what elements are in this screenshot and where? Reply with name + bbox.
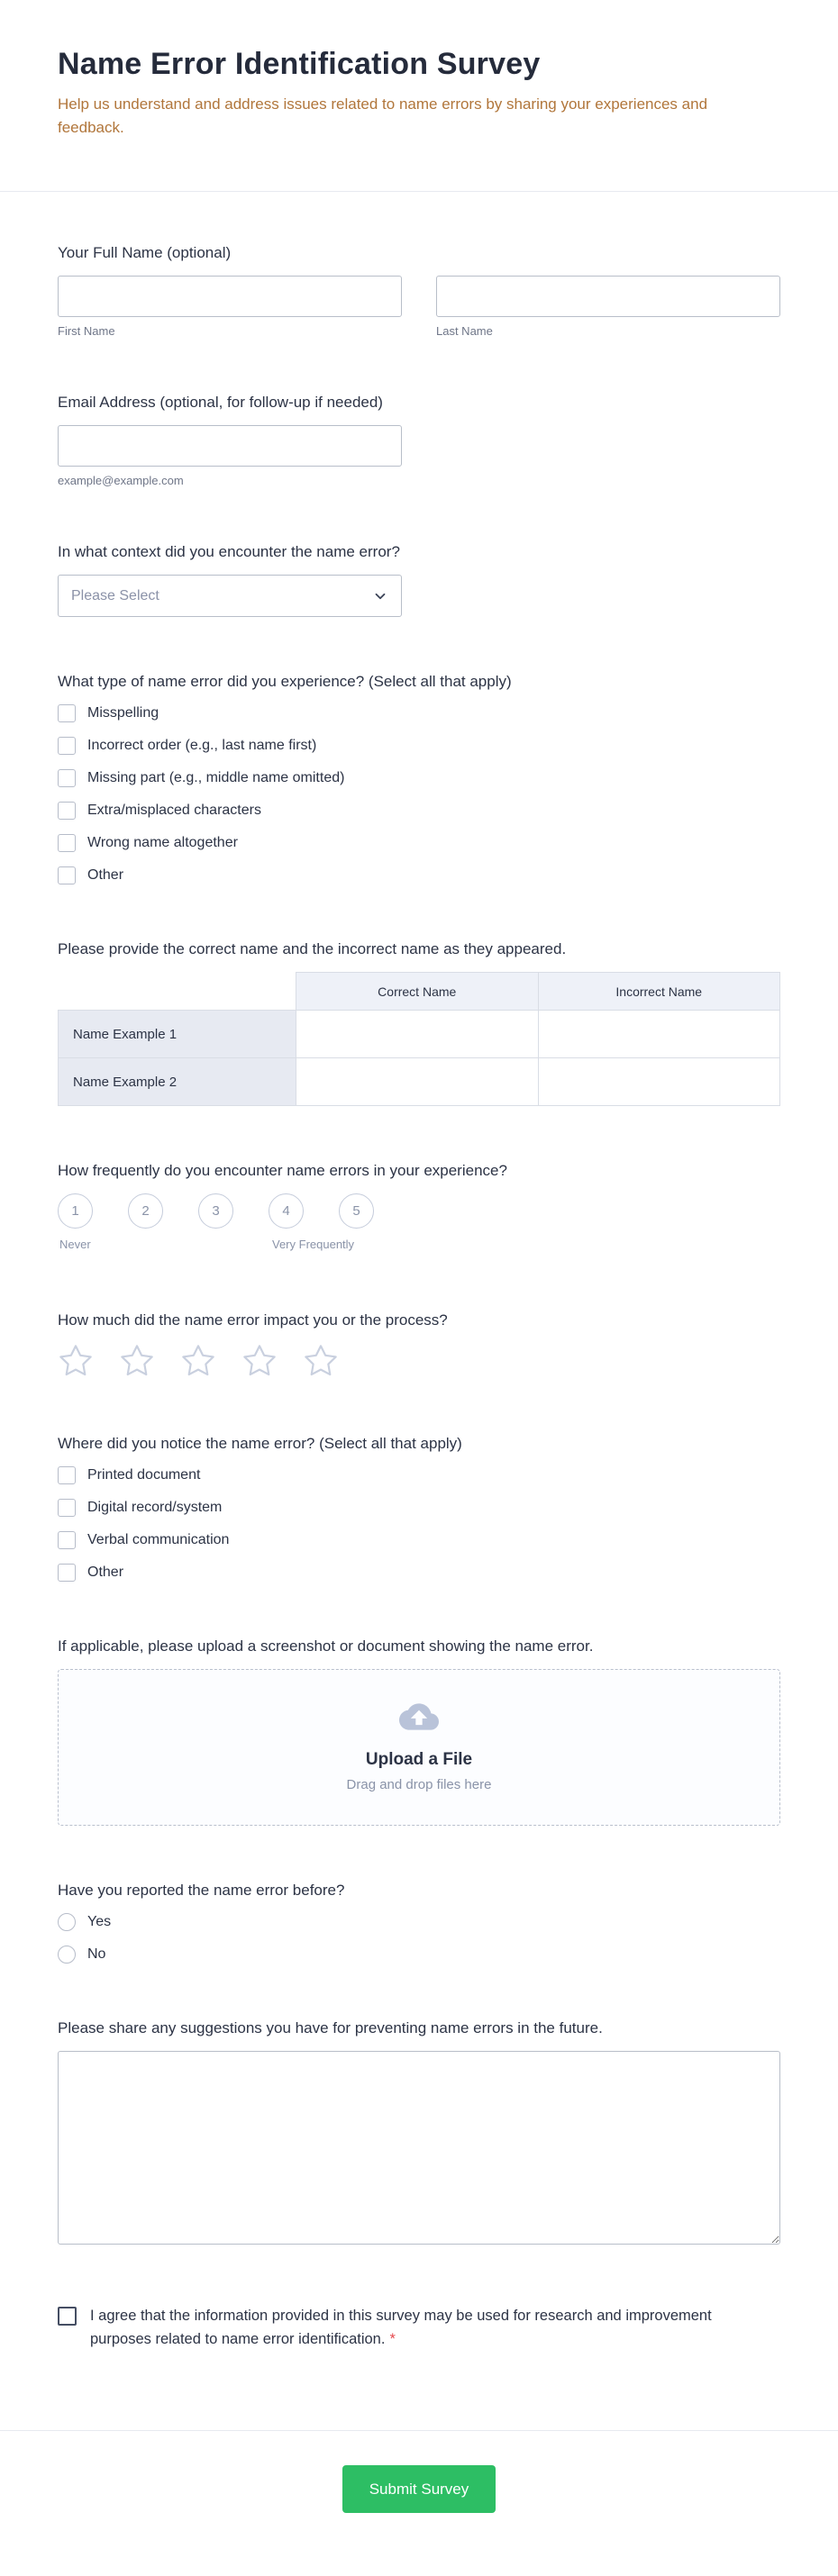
option-label: Other <box>87 1565 124 1580</box>
option-label: No <box>87 1946 106 1962</box>
name-table-label: Please provide the correct name and the incorrect name as they appeared. <box>58 940 567 957</box>
table-header-row <box>59 973 780 1011</box>
upload-cloud-icon <box>399 1697 439 1737</box>
error-type-option-wrong-name[interactable] <box>58 834 780 852</box>
required-asterisk: * <box>389 2330 396 2347</box>
table-col-incorrect-name: Incorrect Name <box>538 973 780 1011</box>
email-label: Email Address (optional, for follow-up if needed) <box>58 394 383 411</box>
checkbox-icon[interactable] <box>58 1564 76 1582</box>
star-icon[interactable] <box>58 1343 94 1379</box>
option-label: Other <box>87 867 124 883</box>
where-option-digital-record[interactable] <box>58 1499 780 1517</box>
suggestions-label: Please share any suggestions you have for preventing name errors in the future. <box>58 2019 603 2036</box>
email-sublabel: example@example.com <box>58 474 184 487</box>
question-impact <box>58 1311 780 1379</box>
error-type-option-other[interactable] <box>58 866 780 884</box>
checkbox-icon[interactable] <box>58 802 76 820</box>
checkbox-icon[interactable] <box>58 704 76 722</box>
checkbox-icon[interactable] <box>58 769 76 787</box>
reported-option-yes[interactable] <box>58 1913 780 1931</box>
last-name-sublabel: Last Name <box>436 324 493 338</box>
table-row <box>59 1011 780 1058</box>
impact-label: How much did the name error impact you or the process? <box>58 1311 448 1329</box>
option-label: Wrong name altogether <box>87 835 238 850</box>
scale-min-label: Never <box>59 1238 91 1251</box>
star-icon[interactable] <box>241 1343 278 1379</box>
table-cell <box>296 1058 539 1106</box>
frequency-scale <box>58 1193 780 1229</box>
option-label: Extra/misplaced characters <box>87 803 261 818</box>
reported-option-no[interactable] <box>58 1946 780 1964</box>
error-type-label: What type of name error did you experience? (Select all that apply) <box>58 673 512 690</box>
context-select[interactable] <box>58 575 402 617</box>
upload-hint: Drag and drop files here <box>346 1777 492 1792</box>
context-label: In what context did you encounter the name error? <box>58 543 400 560</box>
checkbox-icon[interactable] <box>58 1466 76 1484</box>
first-name-sublabel: First Name <box>58 324 115 338</box>
reported-label: Have you reported the name error before? <box>58 1882 345 1899</box>
where-option-verbal-communication[interactable] <box>58 1531 780 1549</box>
error-type-option-incorrect-order[interactable] <box>58 737 780 755</box>
scale-max-label: Very Frequently <box>272 1238 355 1251</box>
table-row-label: Name Example 2 <box>59 1058 296 1106</box>
option-label: Digital record/system <box>87 1500 223 1515</box>
star-icon[interactable] <box>119 1343 155 1379</box>
first-name-col <box>58 276 402 338</box>
last-name-col <box>436 276 780 338</box>
full-name-label: Your Full Name (optional) <box>58 244 232 261</box>
table-cell-input-incorrect-2[interactable] <box>540 1059 779 1104</box>
frequency-label: How frequently do you encounter name errors in your experience? <box>58 1162 507 1179</box>
table-cell <box>296 1011 539 1058</box>
question-email <box>58 394 780 487</box>
table-cell-input-incorrect-1[interactable] <box>540 1011 779 1057</box>
error-type-option-misspelling[interactable] <box>58 704 780 722</box>
agreement-text: I agree that the information provided in this survey may be used for research and improvement purposes related to name error identification. * <box>90 2308 712 2347</box>
file-upload-dropzone[interactable] <box>58 1669 780 1826</box>
scale-option-4[interactable]: 4 <box>269 1193 304 1229</box>
form-header <box>0 0 838 191</box>
scale-option-3[interactable]: 3 <box>198 1193 233 1229</box>
name-table <box>58 972 780 1106</box>
page-subtitle: Help us understand and address issues related to name errors by sharing your experiences and feedback. <box>58 95 708 136</box>
radio-icon[interactable] <box>58 1946 76 1964</box>
option-label: Incorrect order (e.g., last name first) <box>87 738 317 753</box>
question-upload <box>58 1637 780 1826</box>
option-label: Printed document <box>87 1467 201 1483</box>
where-label: Where did you notice the name error? (Select all that apply) <box>58 1435 462 1452</box>
table-col-correct-name: Correct Name <box>296 973 539 1011</box>
scale-labels <box>58 1238 780 1256</box>
scale-option-5[interactable]: 5 <box>339 1193 374 1229</box>
error-type-option-missing-part[interactable] <box>58 769 780 787</box>
where-option-other[interactable] <box>58 1564 780 1582</box>
name-row <box>58 276 780 338</box>
question-reported <box>58 1882 780 1964</box>
question-name-table <box>58 940 780 1106</box>
scale-option-1[interactable]: 1 <box>58 1193 93 1229</box>
agreement-checkbox[interactable] <box>58 2307 77 2326</box>
option-label: Misspelling <box>87 705 159 721</box>
page-title: Name Error Identification Survey <box>58 47 541 81</box>
table-cell <box>538 1058 780 1106</box>
question-error-type <box>58 673 780 884</box>
table-row-label: Name Example 1 <box>59 1011 296 1058</box>
first-name-input[interactable] <box>58 276 402 317</box>
form-footer <box>0 2430 838 2576</box>
checkbox-icon[interactable] <box>58 834 76 852</box>
email-field[interactable] <box>58 425 402 467</box>
upload-button-label[interactable]: Upload a File <box>365 1750 473 1769</box>
option-label: Yes <box>87 1914 112 1929</box>
checkbox-icon[interactable] <box>58 1499 76 1517</box>
question-frequency <box>58 1162 780 1256</box>
checkbox-icon[interactable] <box>58 1531 76 1549</box>
scale-option-2[interactable]: 2 <box>128 1193 163 1229</box>
option-label: Verbal communication <box>87 1532 230 1547</box>
impact-star-rating <box>58 1343 780 1379</box>
question-full-name <box>58 244 780 338</box>
submit-button[interactable]: Submit Survey <box>342 2465 496 2513</box>
table-cell-input-correct-1[interactable] <box>297 1011 537 1057</box>
table-corner-cell <box>59 973 296 1011</box>
form-body <box>0 192 838 2351</box>
agreement-row[interactable] <box>58 2305 724 2351</box>
checkbox-icon[interactable] <box>58 866 76 884</box>
option-label: Missing part (e.g., middle name omitted) <box>87 770 345 785</box>
suggestions-textarea[interactable] <box>58 2051 780 2245</box>
error-type-option-extra-characters[interactable] <box>58 802 780 820</box>
star-icon[interactable] <box>180 1343 216 1379</box>
table-cell <box>538 1011 780 1058</box>
question-context <box>58 543 780 617</box>
where-option-printed-document[interactable] <box>58 1466 780 1484</box>
star-icon[interactable] <box>303 1343 339 1379</box>
radio-icon[interactable] <box>58 1913 76 1931</box>
chevron-down-icon <box>372 588 388 604</box>
table-cell-input-correct-2[interactable] <box>297 1059 537 1104</box>
table-row <box>59 1058 780 1106</box>
context-select-value: Please Select <box>71 587 159 603</box>
question-where <box>58 1435 780 1582</box>
checkbox-icon[interactable] <box>58 737 76 755</box>
question-suggestions <box>58 2019 780 2249</box>
upload-label: If applicable, please upload a screenshot or document showing the name error. <box>58 1637 594 1655</box>
last-name-input[interactable] <box>436 276 780 317</box>
